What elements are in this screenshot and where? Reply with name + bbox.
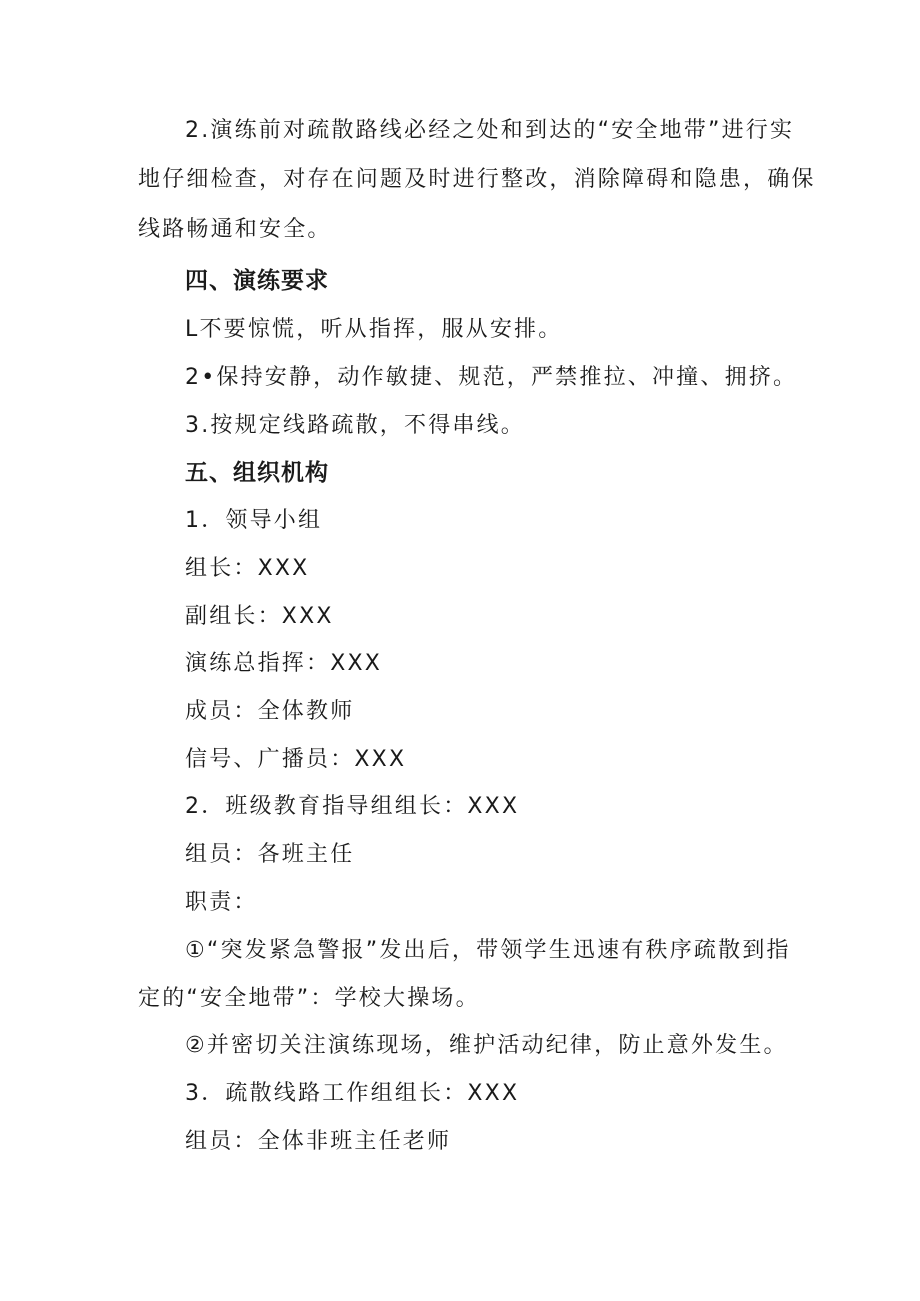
paragraph-line: L不要惊慌，听从指挥，服从安排。 xyxy=(185,317,563,342)
paragraph-line: 演练总指挥：XXX xyxy=(185,651,383,676)
paragraph-line: 2•保持安静，动作敏捷、规范，严禁推拉、冲撞、拥挤。 xyxy=(185,365,798,390)
paragraph-line: 组员：各班主任 xyxy=(185,842,355,867)
section-heading: 五、组织机构 xyxy=(185,460,329,486)
paragraph-line: 成员：全体教师 xyxy=(185,699,355,724)
paragraph-line: 职责： xyxy=(185,890,258,915)
paragraph-line: 2．班级教育指导组组长：XXX xyxy=(185,794,520,819)
paragraph-line: 组员：全体非班主任老师 xyxy=(185,1129,452,1154)
paragraph-line: 地仔细检查，对存在问题及时进行整改，消除障碍和隐患，确保 xyxy=(138,167,816,192)
paragraph-line: 2.演练前对疏散路线必经之处和到达的“安全地带”进行实 xyxy=(185,118,795,143)
paragraph-line: 3.按规定线路疏散，不得串线。 xyxy=(185,413,525,438)
paragraph-line: 信号、广播员：XXX xyxy=(185,747,407,772)
paragraph-line: 副组长：XXX xyxy=(185,604,334,629)
paragraph-line: ①“突发紧急警报”发出后，带领学生迅速有秩序疏散到指 xyxy=(185,938,791,963)
paragraph-line: 线路畅通和安全。 xyxy=(138,217,332,242)
paragraph-line: 组长：XXX xyxy=(185,556,310,581)
paragraph-line: 1．领导小组 xyxy=(185,508,323,533)
paragraph-line: 3．疏散线路工作组组长：XXX xyxy=(185,1081,520,1106)
paragraph-line: ②并密切关注演练现场，维护活动纪律，防止意外发生。 xyxy=(185,1033,788,1058)
section-heading: 四、演练要求 xyxy=(185,268,329,294)
paragraph-line: 定的“安全地带”：学校大操场。 xyxy=(138,986,480,1011)
